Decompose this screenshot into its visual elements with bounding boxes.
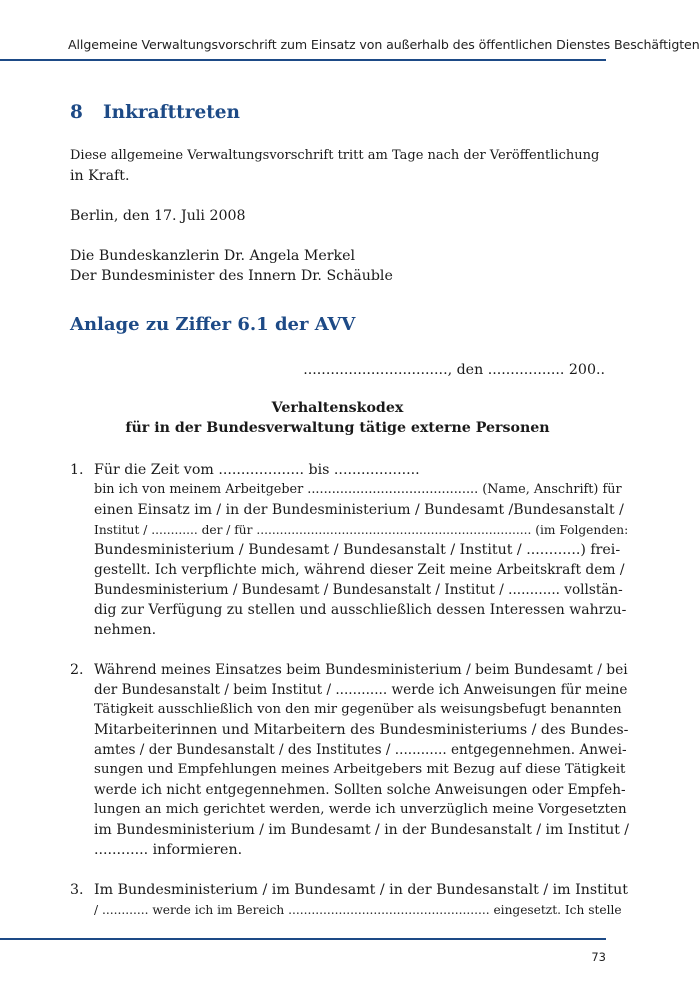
text-line: Mitarbeiterinnen und Mitarbeitern des Bundesministeriums / des Bundes- — [94, 722, 629, 738]
text-line: gestellt. Ich verpflichte mich, während dieser Zeit meine Arbeitskraft dem / — [94, 562, 625, 578]
footer-rule — [0, 938, 606, 940]
text-line: Institut / ............ der / für ....................................................................... (im Folgenden: — [94, 523, 629, 537]
text-line: sungen und Empfehlungen meines Arbeitgebers mit Bezug auf diese Tätigkeit — [94, 762, 626, 777]
text-line: Bundesministerium / Bundesamt / Bundesanstalt / Institut / ............ vollstän- — [94, 582, 623, 598]
text-line: nehmen. — [94, 622, 157, 638]
text-line: ............ informieren. — [94, 842, 243, 858]
page-content — [70, 100, 630, 940]
text-line: bin ich von meinem Arbeitgeber .......................................... (Name, Anschrift) für — [94, 482, 622, 497]
text-line: dig zur Verfügung zu stellen und ausschließlich dessen Interessen wahrzu- — [94, 602, 627, 618]
annex-dateline: ................................, den ................. 200.. — [303, 362, 605, 378]
text-line: Während meines Einsatzes beim Bundesministerium / beim Bundesamt / bei — [94, 662, 628, 678]
kodex-items — [70, 460, 630, 920]
item-number: 1. — [70, 462, 84, 478]
signatory: Der Bundesminister des Innern Dr. Schäuble — [70, 268, 393, 284]
text-line: werde ich nicht entgegennehmen. Sollten solche Anweisungen oder Empfeh- — [94, 782, 626, 798]
place-date: Berlin, den 17. Juli 2008 — [70, 208, 246, 224]
header-rule — [0, 59, 606, 61]
kodex-title-line: für in der Bundesverwaltung tätige externe Personen — [125, 420, 550, 436]
list-item — [70, 880, 628, 920]
text-line: / ............ werde ich im Bereich .................................................... eingesetzt. Ich stelle — [94, 903, 622, 917]
text-line: lungen an mich gerichtet werden, werde ich unverzüglich meine Vorgesetzten — [94, 802, 627, 817]
kodex-title — [70, 398, 605, 438]
date-paragraph — [70, 206, 605, 226]
text-line: der Bundesanstalt / beim Institut / ............ werde ich Anweisungen für meine — [94, 682, 628, 698]
item-number: 2. — [70, 662, 84, 678]
page-number: 73 — [591, 950, 606, 964]
signatory: Die Bundeskanzlerin Dr. Angela Merkel — [70, 248, 356, 264]
text-line: amtes / der Bundesanstalt / des Institutes / ............ entgegennehmen. Anwei- — [94, 742, 627, 758]
text-line: Diese allgemeine Verwaltungsvorschrift tritt am Tage nach der Veröffentlichung — [70, 148, 600, 163]
signatories — [70, 246, 605, 286]
effective-paragraph — [70, 146, 605, 186]
page-header — [0, 0, 700, 62]
text-line: einen Einsatz im / in der Bundesministerium / Bundesamt /Bundesanstalt / — [94, 502, 624, 518]
list-item — [70, 460, 629, 640]
text-line: Bundesministerium / Bundesamt / Bundesanstalt / Institut / ............) frei- — [94, 542, 621, 558]
text-line: Für die Zeit vom ................... bis ................... — [94, 462, 420, 478]
text-line: Tätigkeit ausschließlich von den mir gegenüber als weisungsbefugt benannten — [94, 702, 622, 717]
annex-heading: Anlage zu Ziffer 6.1 der AVV — [70, 314, 356, 335]
kodex-title-line: Verhaltenskodex — [271, 400, 404, 416]
section-heading — [70, 100, 605, 126]
item-number: 3. — [70, 882, 84, 898]
section-title: Inkrafttreten — [103, 102, 240, 123]
text-line: Im Bundesministerium / im Bundesamt / in der Bundesanstalt / im Institut — [94, 882, 628, 898]
section-number: 8 — [70, 102, 83, 123]
page-footer — [0, 938, 700, 993]
text-line: in Kraft. — [70, 168, 130, 184]
list-item — [70, 660, 630, 860]
text-line: im Bundesministerium / im Bundesamt / in der Bundesanstalt / im Institut / — [94, 822, 630, 838]
running-title: Allgemeine Verwaltungsvorschrift zum Einsatz von außerhalb des öffentlichen Dienstes Beschäftigten — [68, 37, 700, 52]
